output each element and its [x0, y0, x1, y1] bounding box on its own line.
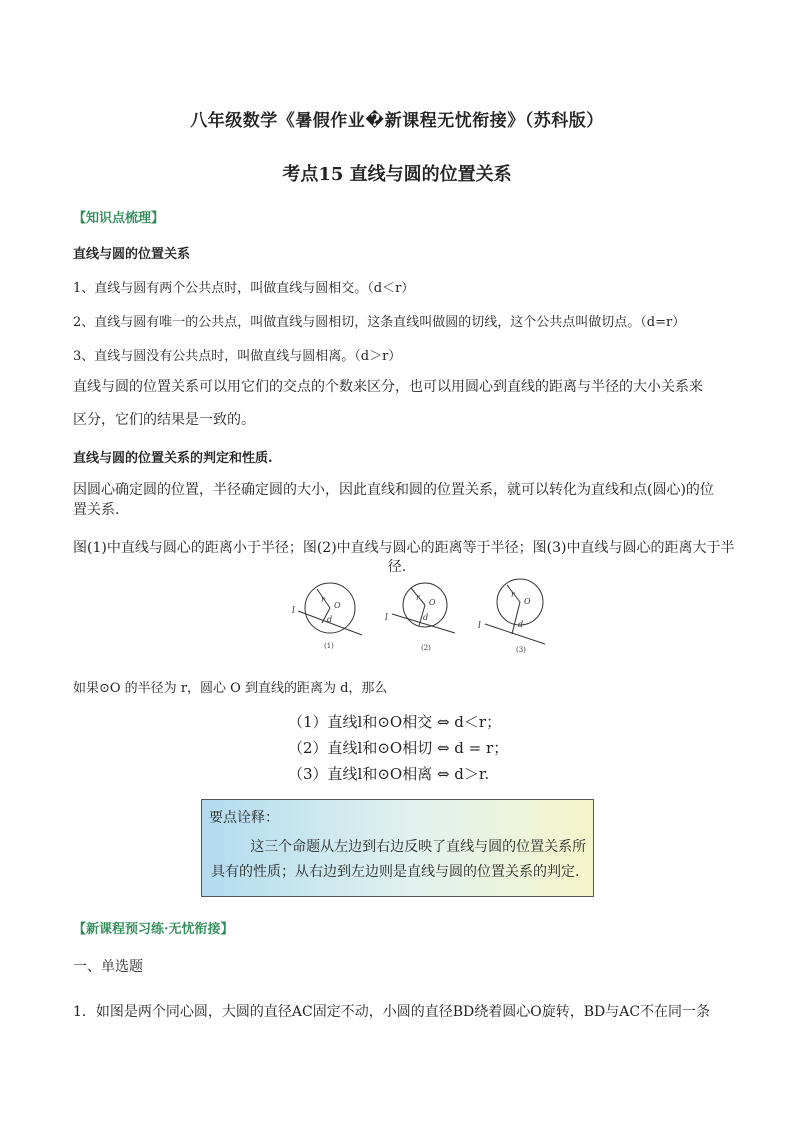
caption-2: (2) — [421, 644, 431, 652]
caption-3: (3) — [516, 646, 526, 654]
list-item: 3、直线与圆没有公共点时，叫做直线与圆相离。（d＞r） — [73, 349, 402, 364]
page-title: 八年级数学《暑假作业�新课程无忧衔接》（苏科版） — [190, 111, 604, 131]
label-center-1: O — [334, 601, 341, 610]
note-body: 这三个命题从左边到右边反映了直线与圆的位置关系所具有的性质；从右边到左边则是直线与圆的位置关系的判定. — [211, 839, 587, 880]
condition-tangent: （2）直线l和⊙O相切 ⇔ d = r； — [288, 739, 509, 757]
label-distance-1: d — [327, 615, 333, 624]
label-distance-2: d — [423, 613, 429, 622]
label-line-2: l — [385, 613, 388, 623]
label-radius-1: r — [321, 595, 325, 604]
paragraph-line: 直线与圆的位置关系可以用它们的交点的个数来区分，也可以用圆心到直线的距离与半径的大小关系来 — [73, 379, 703, 395]
paragraph-line: 置关系. — [73, 502, 120, 518]
heading-judgement: 直线与圆的位置关系的判定和性质. — [73, 451, 273, 466]
figure-1-intersect — [298, 583, 362, 635]
label-line-1: l — [292, 606, 295, 616]
label-radius-2: r — [416, 593, 420, 602]
figure-2-tangent — [392, 583, 455, 633]
section-label-knowledge: 【知识点梳理】 — [73, 211, 165, 226]
label-center-3: O — [524, 597, 531, 606]
condition-separate: （3）直线l和⊙O相离 ⇔ d＞r. — [288, 765, 490, 783]
paragraph-line: 径. — [387, 559, 407, 575]
paragraph-line: 区分，它们的结果是一致的。 — [73, 412, 255, 428]
label-line-3: l — [478, 621, 481, 631]
key-point-note-box — [201, 799, 594, 897]
circle-line-figure — [280, 575, 560, 660]
figure-3-separate — [485, 579, 545, 644]
conditions-intro: 如果⊙O 的半径为 r，圆心 O 到直线的距离为 d，那么 — [73, 681, 388, 696]
question-1: 1．如图是两个同心圆，大圆的直径AC固定不动，小圆的直径BD绕着圆心O旋转，BD与AC不在同一条 — [73, 1004, 711, 1020]
list-item: 1、直线与圆有两个公共点时，叫做直线与圆相交。（d＜r） — [73, 281, 415, 296]
page-subtitle: 考点15 直线与圆的位置关系 — [282, 164, 512, 185]
line-3 — [485, 624, 545, 644]
list-item: 2、直线与圆有唯一的公共点，叫做直线与圆相切，这条直线叫做圆的切线，这个公共点叫做切点。（d=r） — [73, 315, 686, 330]
heading-position-relation: 直线与圆的位置关系 — [73, 247, 191, 262]
condition-intersect: （1）直线l和⊙O相交 ⇔ d＜r； — [288, 713, 502, 731]
note-heading: 要点诠释： — [209, 810, 279, 826]
paragraph-line: 图(1)中直线与圆心的距离小于半径；图(2)中直线与圆心的距离等于半径；图(3)中直线与圆心的距离大于半 — [73, 540, 735, 556]
label-distance-3: d — [518, 620, 524, 629]
distance-3 — [512, 602, 520, 634]
paragraph-line: 因圆心确定圆的位置，半径确定圆的大小，因此直线和圆的位置关系，就可以转化为直线和点(圆心)的位 — [73, 482, 714, 498]
label-center-2: O — [429, 598, 436, 607]
section-label-practice: 【新课程预习练·无忧衔接】 — [73, 922, 234, 937]
part-heading-single-choice: 一、单选题 — [73, 959, 143, 975]
label-radius-3: r — [511, 590, 515, 599]
caption-1: (1) — [324, 642, 334, 650]
